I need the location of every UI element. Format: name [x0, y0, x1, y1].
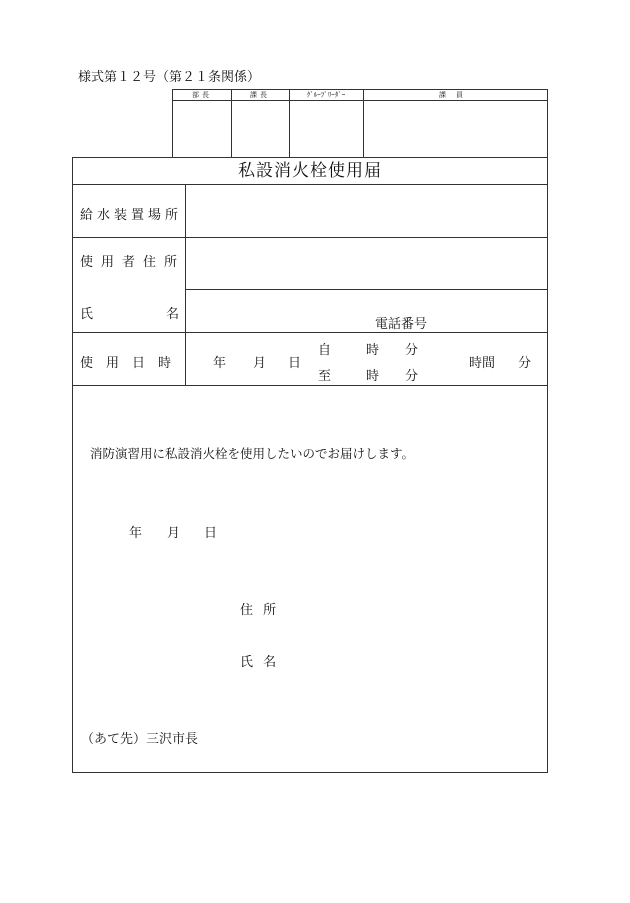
time-to-minute: 分	[405, 369, 419, 384]
label-name-left: 氏	[80, 307, 94, 322]
applicant-name-label: 氏 名	[240, 655, 280, 670]
addressee: （あて先）三沢市長	[81, 732, 199, 747]
notification-form	[72, 157, 548, 773]
label-phone: 電話番号	[375, 317, 428, 332]
stamp-box-bucho[interactable]	[174, 101, 230, 157]
submit-year: 年	[129, 526, 143, 541]
submit-day: 日	[204, 526, 218, 541]
stamp-box-kain[interactable]	[364, 101, 547, 157]
submit-month: 月	[167, 526, 181, 541]
stamp-header-bucho: 部長	[192, 91, 212, 99]
duration-minutes: 分	[518, 356, 532, 371]
user-address-field[interactable]	[186, 238, 547, 289]
approval-stamp-table	[172, 89, 548, 158]
form-title: 私設消火栓使用届	[238, 161, 382, 181]
date-year: 年	[213, 356, 227, 371]
label-name-right: 名	[166, 307, 180, 322]
label-usage-datetime: 使用日時	[80, 356, 185, 371]
label-supply-location: 給水装置場所	[80, 208, 183, 223]
time-to-hour: 時	[366, 369, 380, 384]
applicant-address-label: 住 所	[240, 603, 280, 618]
stamp-header-kacho: 課長	[250, 91, 270, 99]
stamp-box-kacho[interactable]	[232, 101, 288, 157]
label-user-address: 使用者住所	[80, 255, 186, 270]
time-from: 自	[318, 343, 332, 358]
form-number: 様式第１２号（第２１条関係）	[78, 70, 261, 85]
stamp-header-group-leader: ｸﾞﾙｰﾌﾟﾘｰﾀﾞｰ	[306, 91, 346, 99]
time-to: 至	[318, 369, 332, 384]
supply-location-field[interactable]	[186, 185, 547, 237]
stamp-header-kain: 課員	[439, 91, 473, 99]
date-month: 月	[253, 356, 267, 371]
statement-text: 消防演習用に私設消火栓を使用したいのでお届けします。	[90, 446, 415, 461]
duration-hours: 時間	[469, 356, 496, 371]
time-from-hour: 時	[366, 343, 380, 358]
date-day: 日	[288, 356, 302, 371]
stamp-box-group-leader[interactable]	[290, 101, 362, 157]
time-from-minute: 分	[405, 343, 419, 358]
name-field[interactable]	[186, 290, 376, 332]
